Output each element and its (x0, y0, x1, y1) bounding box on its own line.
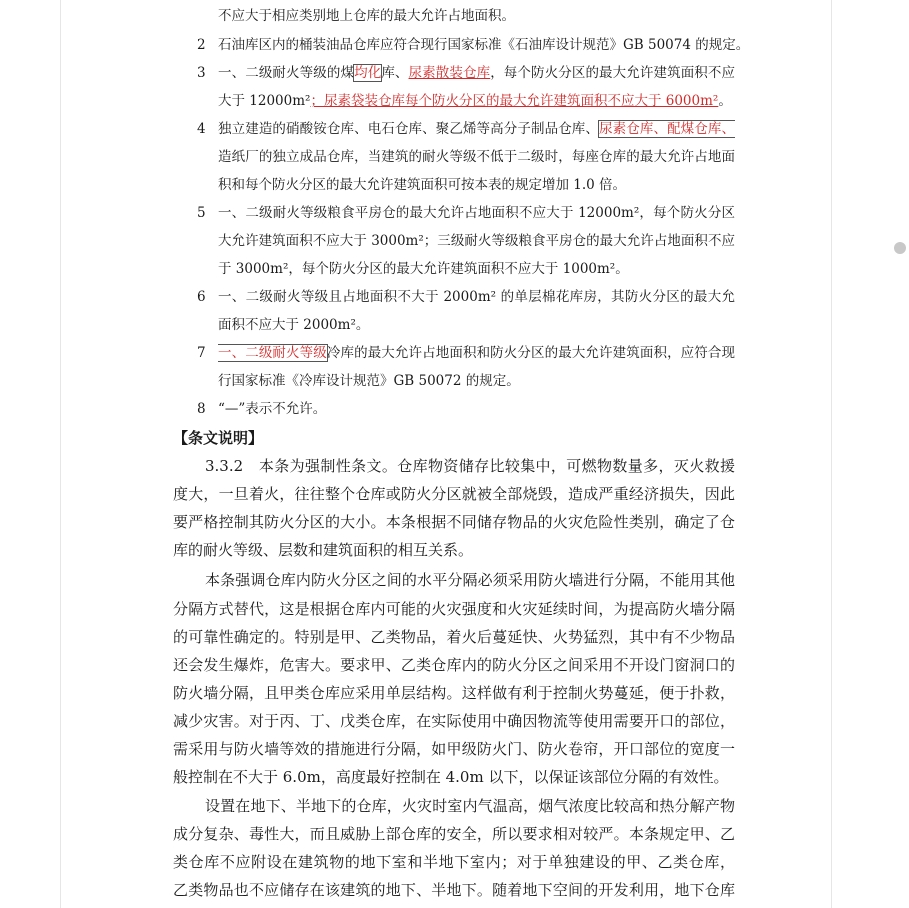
item-line (218, 7, 515, 25)
explanation-line: 本条强调仓库内防火分区之间的水平分隔必须采用防火墙进行分隔，不能用其他 (205, 571, 735, 589)
explanation-line: 要严格控制其防火分区的大小。本条根据不同储存物品的火灾危险性类别，确定了仓 (173, 513, 735, 531)
item-line (218, 204, 735, 222)
section-heading: 【条文说明】 (173, 429, 264, 447)
item-line (218, 260, 629, 278)
explanation-line: 3.3.2 本条为强制性条文。仓库物资储存比较集中，可燃物数量多，灭火救援 (205, 457, 735, 475)
explanation-line: 分隔方式替代，这是根据仓库内可能的火灾强度和火灾延续时间，为提高防火墙分隔 (173, 600, 735, 618)
text-segment: 大允许建筑面积不应大于 3000m²；三级耐火等级粮食平房仓的最大允许占地面积不应 (218, 233, 735, 249)
text-segment: “—”表示不允许。 (218, 401, 327, 417)
explanation-line: 防火墙分隔，且甲类仓库应采用单层结构。这样做有利于控制火势蔓延，便于扑救， (173, 684, 735, 702)
text-segment: 不应大于相应类别地上仓库的最大允许占地面积。 (218, 8, 515, 24)
highlighted-text: ；尿素袋装仓库每个防火分区的最大允许建筑面积不应大于 6000m² (310, 93, 719, 109)
text-segment: 。 (718, 93, 732, 109)
highlighted-text: 尿素仓库、配煤仓库、 (599, 121, 735, 137)
item-line (218, 176, 626, 194)
explanation-line: 乙类物品也不应储存在该建筑的地下、半地下。随着地下空间的开发利用，地下仓库 (173, 881, 735, 899)
explanation-line: 般控制在不大于 6.0m，高度最好控制在 4.0m 以下，以保证该部位分隔的有效性。 (173, 768, 729, 786)
item-line (218, 120, 735, 138)
text-segment: 一、二级耐火等级的煤 (218, 65, 355, 81)
explanation-line: 类仓库不应附设在建筑物的地下室和半地下室内；对于单独建设的甲、乙类仓库， (173, 853, 735, 871)
explanation-line: 需采用与防火墙等效的措施进行分隔，如甲级防火门、防火卷帘，开口部位的宽度一 (173, 740, 735, 758)
text-segment: 于 3000m²，每个防火分区的最大允许建筑面积不应大于 1000m²。 (218, 261, 629, 277)
highlighted-text: 尿素散装仓库 (408, 65, 491, 81)
explanation-line: 减少灾害。对于丙、丁、戊类仓库，在实际使用中确因物流等使用需要开口的部位， (173, 712, 735, 730)
text-segment: 面积不应大于 2000m²。 (218, 317, 370, 333)
item-line (218, 288, 735, 306)
text-segment: 冷库的最大允许占地面积和防火分区的最大允许建筑面积，应符合现 (326, 345, 735, 361)
text-segment: 库、 (381, 65, 409, 81)
explanation-line: 设置在地下、半地下的仓库，火灾时室内气温高，烟气浓度比较高和热分解产物 (205, 797, 735, 815)
item-number: 6 (197, 289, 206, 305)
text-segment: 石油库区内的桶装油品仓库应符合现行国家标准《石油库设计规范》GB 50074 的规定。 (218, 37, 750, 53)
highlighted-text: 一、二级耐火等级 (218, 345, 327, 361)
item-number: 4 (197, 121, 206, 137)
text-segment: 行国家标准《冷库设计规范》GB 50072 的规定。 (218, 373, 520, 389)
item-line (218, 400, 326, 418)
text-segment: 一、二级耐火等级且占地面积不大于 2000m² 的单层棉花库房，其防火分区的最大允 (218, 289, 735, 305)
item-number: 5 (197, 205, 206, 221)
explanation-line: 成分复杂、毒性大，而且威胁上部仓库的安全，所以要求相对较严。本条规定甲、乙 (173, 825, 735, 843)
item-line (218, 148, 735, 166)
item-line (218, 372, 520, 390)
item-number: 8 (197, 401, 206, 417)
text-segment: 造纸厂的独立成品仓库，当建筑的耐火等级不低于二级时，每座仓库的最大允许占地面 (218, 149, 735, 165)
text-segment: 一、二级耐火等级粮食平房仓的最大允许占地面积不应大于 12000m²，每个防火分区 (218, 205, 735, 221)
item-line (218, 36, 749, 54)
item-number: 2 (197, 37, 206, 53)
item-line (218, 344, 735, 362)
text-segment: 积和每个防火分区的最大允许建筑面积可按本表的规定增加 1.0 倍。 (218, 177, 627, 193)
item-number: 3 (197, 65, 206, 81)
text-segment: 独立建造的硝酸铵仓库、电石仓库、聚乙烯等高分子制品仓库、 (218, 121, 600, 137)
highlighted-text: 均化 (354, 65, 382, 81)
explanation-line: 度大，一旦着火，往往整个仓库或防火分区就被全部烧毁，造成严重经济损失，因此 (173, 485, 735, 503)
explanation-line: 库的耐火等级、层数和建筑面积的相互关系。 (173, 541, 474, 559)
item-line (218, 232, 735, 250)
item-line (218, 92, 732, 110)
explanation-line: 的可靠性确定的。特别是甲、乙类物品，着火后蔓延快、火势猛烈，其中有不少物品 (173, 628, 735, 646)
item-line (218, 64, 735, 82)
item-line (218, 316, 369, 334)
scrollbar-thumb[interactable] (894, 242, 906, 254)
text-segment: ，每个防火分区的最大允许建筑面积不应 (490, 65, 735, 81)
item-number: 7 (197, 345, 206, 361)
explanation-line: 还会发生爆炸，危害大。要求甲、乙类仓库内的防火分区之间采用不开设门窗洞口的 (173, 656, 735, 674)
text-segment: 大于 12000m² (218, 93, 311, 109)
